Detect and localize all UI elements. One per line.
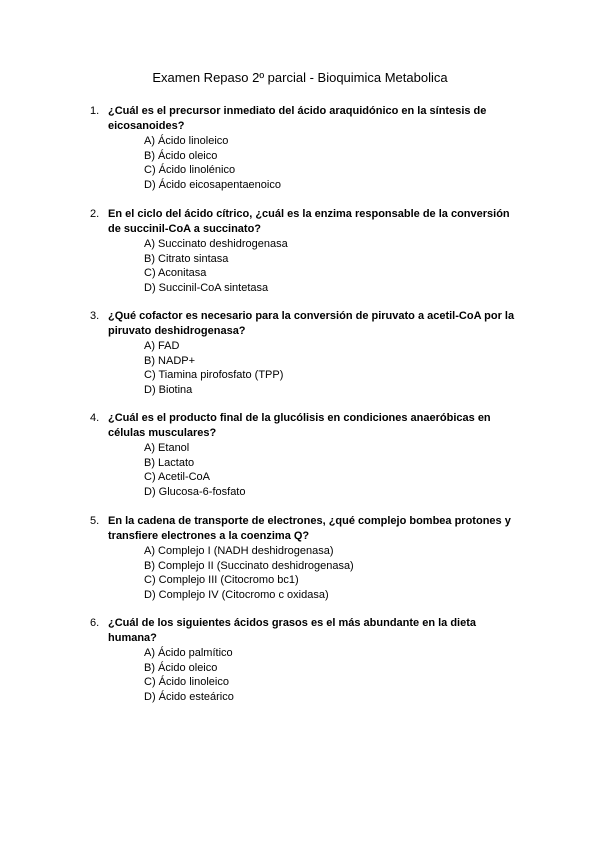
- question-text: En la cadena de transporte de electrones, ¿qué complejo bombea protones y transfiere electrones a la coenzima Q?: [108, 515, 511, 542]
- options-list: [144, 134, 524, 192]
- question-number: 6.: [90, 617, 100, 629]
- option-a: A) FAD: [144, 340, 180, 352]
- option-b: B) Citrato sintasa: [144, 252, 229, 265]
- option-d: D) Biotina: [144, 383, 193, 396]
- option-d: D) Glucosa-6-fosfato: [144, 485, 246, 498]
- options-list: [144, 646, 524, 704]
- question-text: ¿Cuál de los siguientes ácidos grasos es el más abundante en la dieta humana?: [108, 617, 477, 644]
- question-text: ¿Qué cofactor es necesario para la conversión de piruvato a acetil-CoA por la piruvato deshidrogenasa?: [108, 310, 515, 337]
- option-c: C) Aconitasa: [144, 267, 207, 280]
- page-title: Examen Repaso 2º parcial - Bioquimica Metabolica: [152, 70, 448, 85]
- options-list: [144, 441, 524, 499]
- question-number: 3.: [90, 310, 100, 322]
- options-list: [144, 339, 524, 397]
- option-a: A) Ácido palmítico: [144, 647, 233, 659]
- option-c: C) Acetil-CoA: [144, 471, 211, 484]
- options-list: [144, 544, 524, 602]
- options-list: [144, 237, 524, 295]
- question-number: 5.: [90, 515, 100, 527]
- option-d: D) Complejo IV (Citocromo c oxidasa): [144, 588, 329, 601]
- option-b: B) NADP+: [144, 354, 196, 367]
- question-number: 2.: [90, 208, 100, 220]
- option-c: C) Complejo III (Citocromo bc1): [144, 574, 299, 587]
- option-a: A) Succinato deshidrogenasa: [144, 238, 288, 250]
- option-a: A) Complejo I (NADH deshidrogenasa): [144, 545, 334, 557]
- question-text: En el ciclo del ácido cítrico, ¿cuál es la enzima responsable de la conversión de succinil-CoA a succinato?: [108, 208, 510, 235]
- option-d: D) Ácido eicosapentaenoico: [144, 178, 281, 191]
- question-number: 1.: [90, 105, 100, 117]
- option-b: B) Ácido oleico: [144, 661, 218, 674]
- question-text: ¿Cuál es el producto final de la glucólisis en condiciones anaeróbicas en células musculares?: [108, 412, 491, 439]
- option-a: A) Ácido linoleico: [144, 135, 229, 147]
- question-text: ¿Cuál es el precursor inmediato del ácido araquidónico en la síntesis de eicosanoides?: [108, 105, 487, 132]
- option-c: C) Ácido linoleico: [144, 676, 229, 689]
- option-b: B) Ácido oleico: [144, 149, 218, 162]
- option-b: B) Lactato: [144, 456, 195, 469]
- option-a: A) Etanol: [144, 442, 190, 454]
- question-number: 4.: [90, 412, 100, 424]
- option-b: B) Complejo II (Succinato deshidrogenasa): [144, 559, 354, 572]
- option-c: C) Ácido linolénico: [144, 164, 236, 177]
- option-d: D) Ácido esteárico: [144, 690, 234, 703]
- option-c: C) Tiamina pirofosfato (TPP): [144, 369, 284, 382]
- option-d: D) Succinil-CoA sintetasa: [144, 281, 269, 294]
